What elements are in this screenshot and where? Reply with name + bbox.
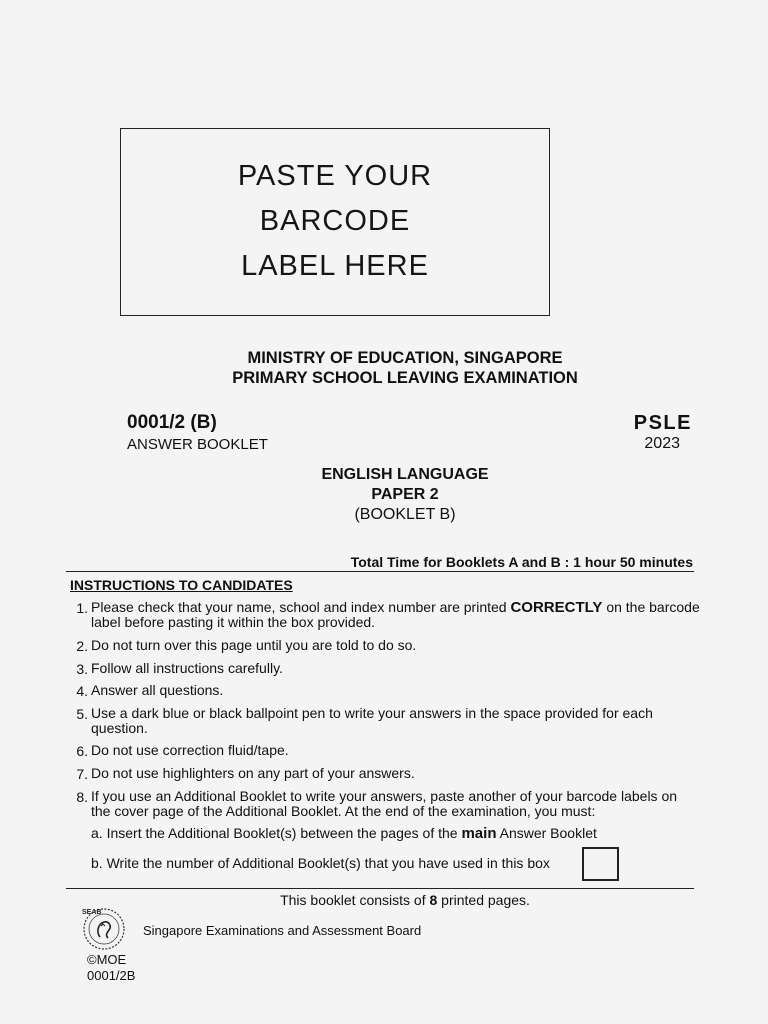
booklet-label: (BOOKLET B) bbox=[354, 506, 456, 523]
barcode-box-line-2: BARCODE bbox=[259, 205, 411, 237]
exam-abbreviation: PSLE bbox=[633, 412, 692, 434]
divider-top bbox=[66, 571, 694, 572]
booklet-type: ANSWER BOOKLET bbox=[127, 436, 268, 453]
instruction-item: Answer all questions. bbox=[91, 682, 224, 698]
instruction-text: Please check that your name, school and index number are printed bbox=[91, 599, 511, 615]
page-count-text: This booklet consists of bbox=[280, 892, 430, 908]
exam-heading: PRIMARY SCHOOL LEAVING EXAMINATION bbox=[232, 369, 578, 387]
instruction-item bbox=[91, 600, 701, 630]
instruction-item: Use a dark blue or black ballpoint pen to write your answers in the space provided for each question. bbox=[91, 705, 653, 736]
instruction-sub-b: b. Write the number of Additional Booklet(s) that you have used in this box bbox=[91, 855, 550, 871]
instruction-number: 1. bbox=[76, 600, 88, 616]
instruction-sub-a bbox=[91, 825, 597, 842]
instruction-item: Do not turn over this page until you are told to do so. bbox=[91, 637, 417, 653]
barcode-box-line-3: LABEL HERE bbox=[241, 250, 429, 282]
barcode-box-line-1: PASTE YOUR bbox=[237, 160, 433, 192]
instruction-number: 4. bbox=[76, 683, 88, 699]
instruction-text: Answer Booklet bbox=[496, 825, 597, 841]
instruction-item: Do not use highlighters on any part of your answers. bbox=[91, 765, 415, 781]
seab-logo-text: SEAB bbox=[82, 909, 102, 916]
seab-logo bbox=[78, 902, 132, 952]
instruction-number: 2. bbox=[76, 638, 88, 654]
page-count-text: printed pages. bbox=[437, 892, 530, 908]
instruction-number: 7. bbox=[76, 766, 88, 782]
additional-booklet-count-box[interactable] bbox=[582, 847, 619, 881]
instruction-number: 6. bbox=[76, 743, 88, 759]
instruction-emphasis: main bbox=[461, 825, 497, 842]
board-name: Singapore Examinations and Assessment Board bbox=[143, 923, 422, 938]
exam-year: 2023 bbox=[644, 435, 680, 452]
instructions-heading: INSTRUCTIONS TO CANDIDATES bbox=[70, 577, 293, 593]
instruction-text: on the barcode label before pasting it within the box provided. bbox=[91, 599, 700, 630]
instruction-number: 8. bbox=[76, 789, 88, 805]
divider-bottom bbox=[66, 888, 694, 889]
subject-title: ENGLISH LANGUAGE bbox=[321, 466, 489, 483]
footer-code: 0001/2B bbox=[87, 968, 136, 983]
instruction-text: a. Insert the Additional Booklet(s) between the pages of the bbox=[91, 825, 462, 841]
ministry-heading: MINISTRY OF EDUCATION, SINGAPORE bbox=[247, 349, 563, 367]
instruction-item: Follow all instructions carefully. bbox=[91, 660, 283, 676]
page-count-note bbox=[200, 892, 610, 908]
paper-number: PAPER 2 bbox=[371, 486, 439, 503]
page-count-number: 8 bbox=[429, 892, 438, 908]
instruction-item: If you use an Additional Booklet to write your answers, paste another of your barcode labels on the cover page of the Additional Booklet. At the end of the examination, you must: bbox=[91, 788, 678, 819]
instruction-number: 3. bbox=[76, 661, 88, 677]
instruction-item: Do not use correction fluid/tape. bbox=[91, 742, 289, 758]
copyright: ©MOE bbox=[87, 952, 127, 967]
instruction-emphasis: CORRECTLY bbox=[510, 599, 603, 616]
paper-code: 0001/2 (B) bbox=[127, 412, 217, 433]
instruction-number: 5. bbox=[76, 706, 88, 722]
total-time: Total Time for Booklets A and B : 1 hour 50 minutes bbox=[350, 554, 693, 570]
